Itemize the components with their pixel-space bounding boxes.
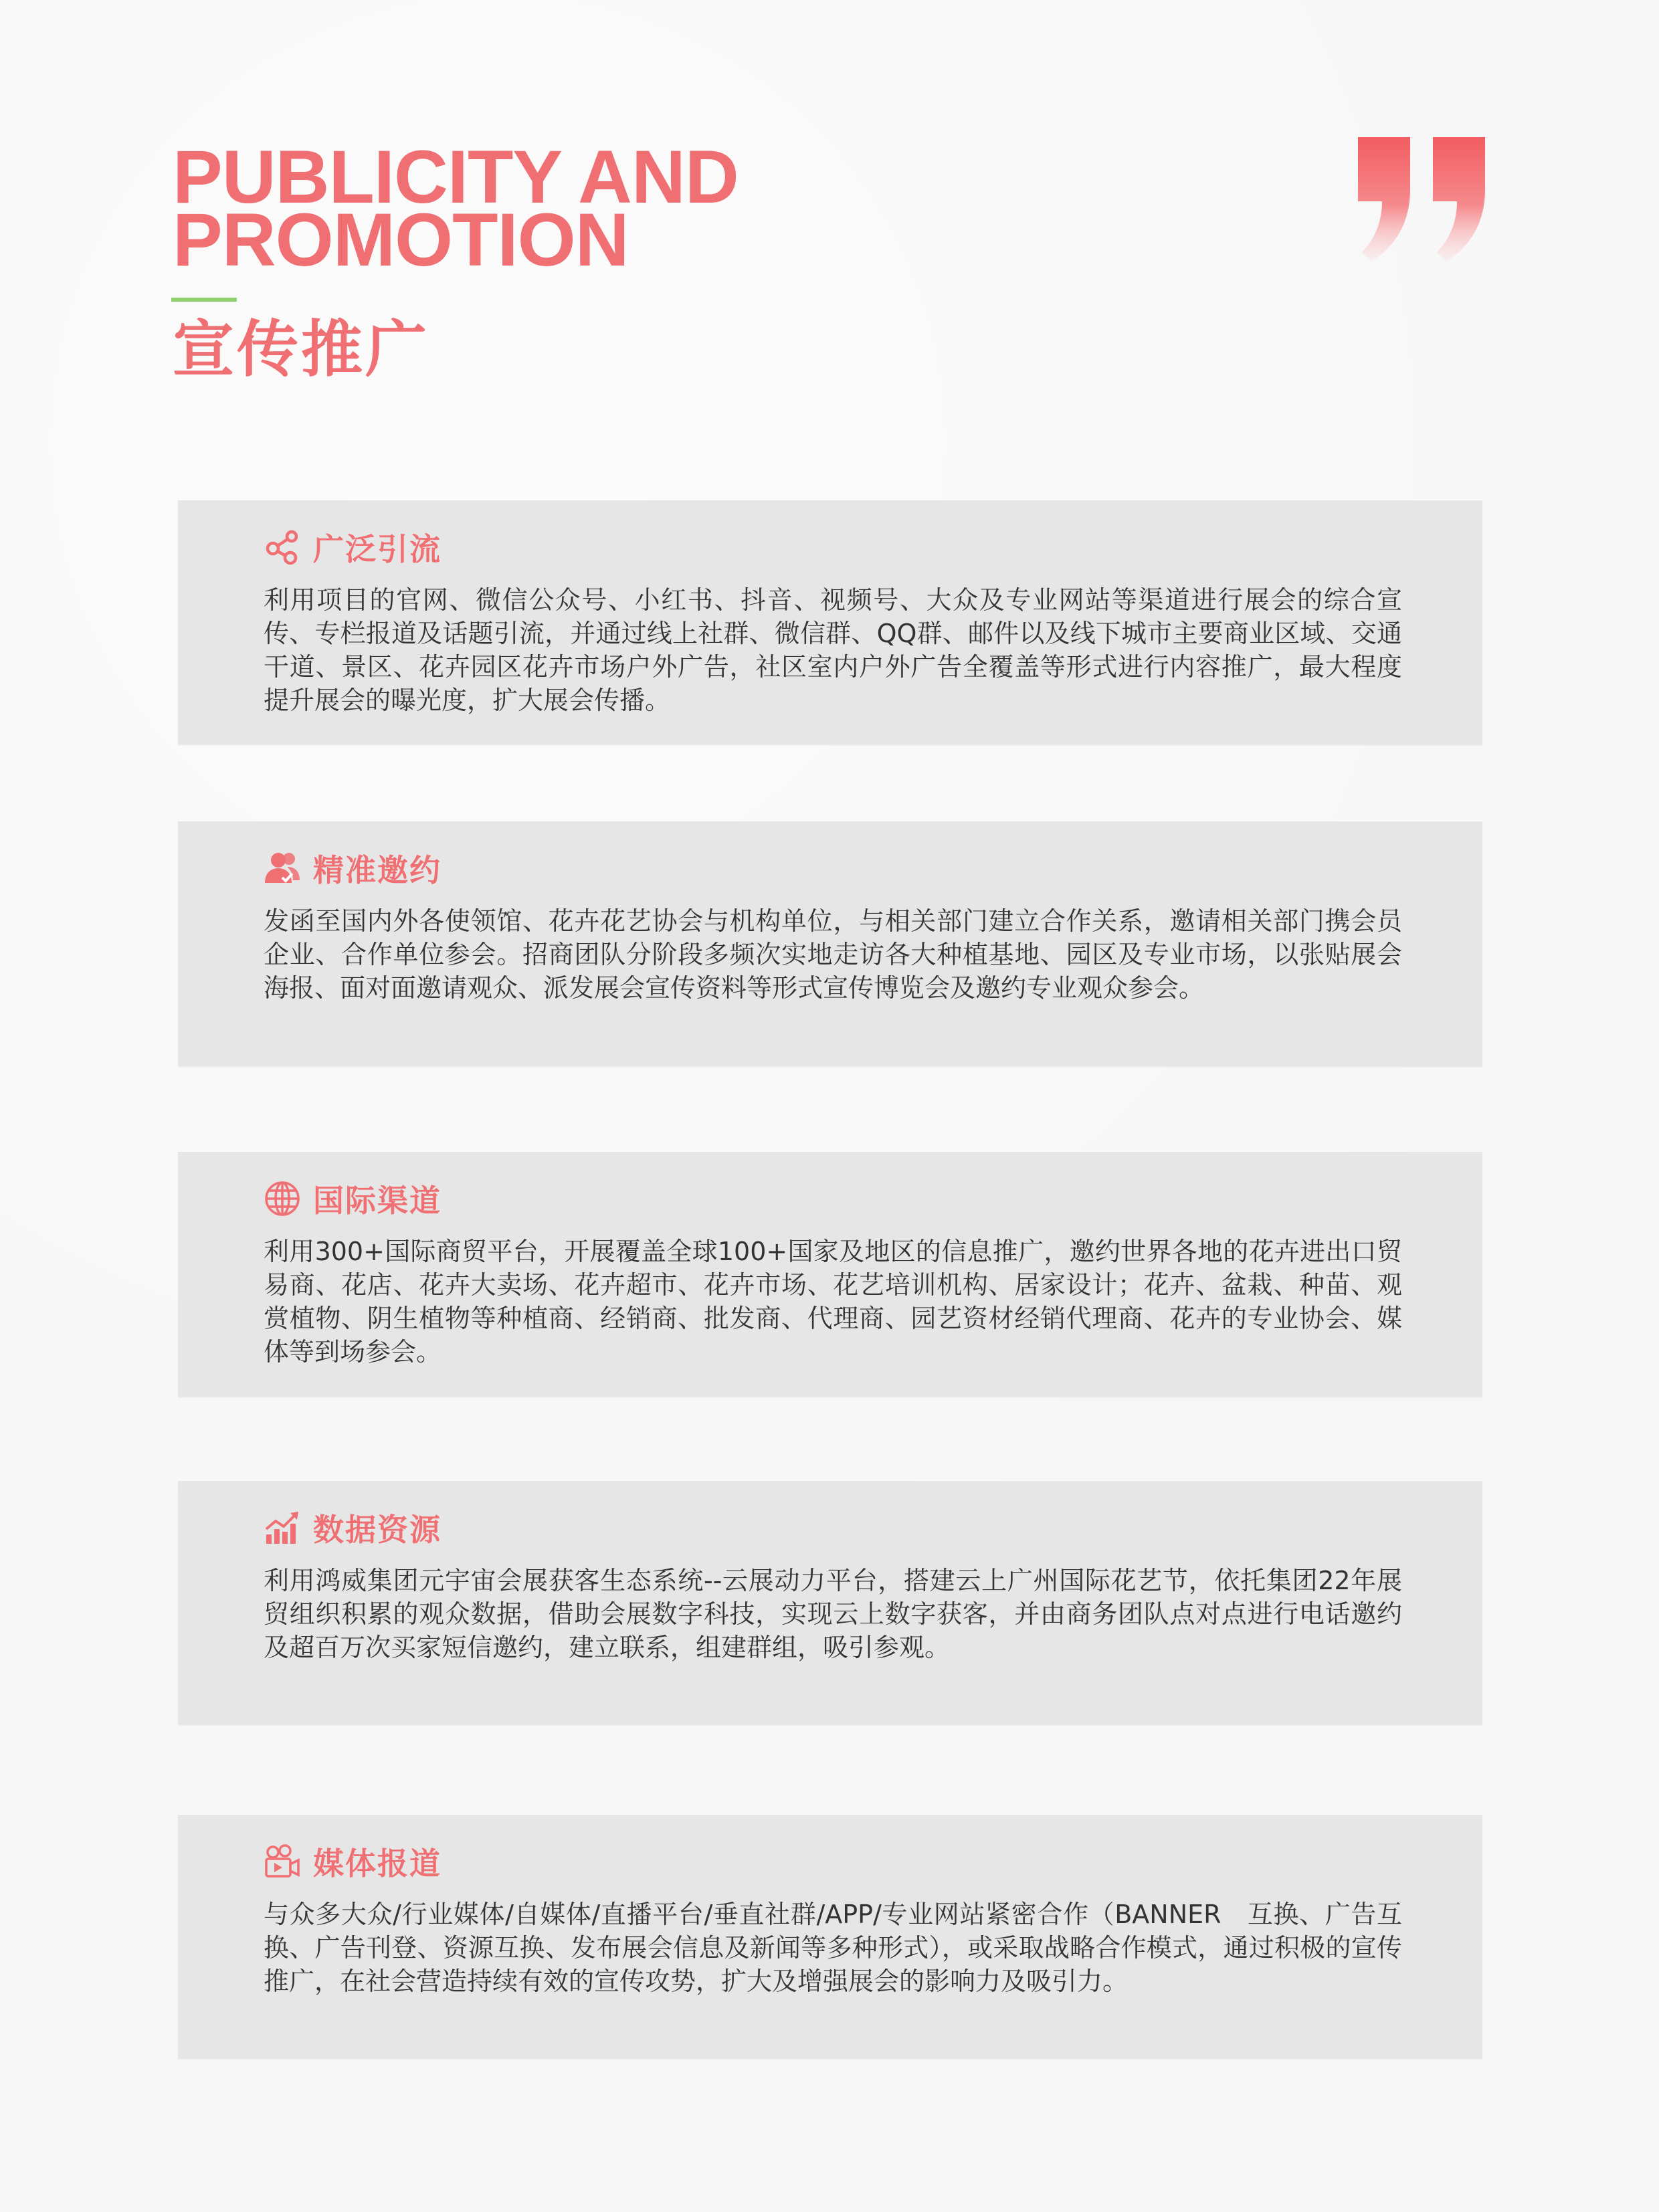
section-header	[264, 1840, 1402, 1883]
video-camera-icon	[264, 1843, 301, 1880]
section-header	[264, 526, 1402, 569]
section-card-data	[178, 1481, 1482, 1724]
section-body: 与众多大众/行业媒体/自媒体/直播平台/垂直社群/APP/专业网站紧密合作（BANNER 互换、广告互换、广告刊登、资源互换、发布展会信息及新闻等多种形式），或采取战略合作模式，通过积极的宣传推广，在社会营造持续有效的宣传攻势，扩大及增强展会的影响力及吸引力。	[264, 1900, 1402, 1996]
section-body: 利用鸿威集团元宇宙会展获客生态系统--云展动力平台，搭建云上广州国际花艺节，依托集团22年展贸组织积累的观众数据，借助会展数字科技，实现云上数字获客，并由商务团队点对点进行电话邀约及超百万次买家短信邀约，建立联系，组建群组，吸引参观。	[264, 1566, 1402, 1662]
section-title: 精准邀约	[313, 852, 442, 888]
section-card-media	[178, 1815, 1482, 2058]
section-header	[264, 1177, 1402, 1220]
section-title: 数据资源	[313, 1512, 442, 1548]
section-body: 发函至国内外各使领馆、花卉花艺协会与机构单位，与相关部门建立合作关系，邀请相关部门携会员企业、合作单位参会。招商团队分阶段多频次实地走访各大种植基地、园区及专业市场，以张贴展会海报、面对面邀请观众、派发展会宣传资料等形式宣传博览会及邀约专业观众参会。	[264, 906, 1402, 1003]
page-title-cn: 宣传推广	[173, 314, 430, 385]
share-network-icon	[264, 528, 301, 566]
section-card-invitation	[178, 821, 1482, 1066]
section-body: 利用项目的官网、微信公众号、小红书、抖音、视频号、大众及专业网站等渠道进行展会的综合宣传、专栏报道及话题引流，并通过线上社群、微信群、QQ群、邮件以及线下城市主要商业区域、交通干道、景区、花卉园区花卉市场户外广告，社区室内户外广告全覆盖等形式进行内容推广，最大程度提升展会的曝光度，扩大展会传播。	[264, 585, 1402, 715]
page-title-en-line1: PUBLICITY AND	[173, 135, 739, 219]
section-title: 广泛引流	[313, 531, 442, 567]
section-body: 利用300+国际商贸平台，开展覆盖全球100+国家及地区的信息推广，邀约世界各地的花卉进出口贸易商、花店、花卉大卖场、花卉超市、花卉市场、花艺培训机构、居家设计；花卉、盆栽、种苗、观赏植物、阴生植物等种植商、经销商、批发商、代理商、园艺资材经销代理商、花卉的专业协会、媒体等到场参会。	[264, 1237, 1402, 1367]
section-header	[264, 1506, 1402, 1549]
page-title-en	[173, 135, 1109, 282]
section-card-traffic	[178, 500, 1482, 744]
section-header	[264, 847, 1402, 890]
closing-quote-icon	[1358, 137, 1492, 264]
section-title: 国际渠道	[313, 1183, 442, 1219]
title-divider	[171, 298, 237, 302]
section-title: 媒体报道	[313, 1845, 442, 1882]
globe-icon	[264, 1180, 301, 1217]
users-group-icon	[264, 849, 301, 887]
section-card-international	[178, 1152, 1482, 1397]
page-title-en-line2: PROMOTION	[173, 198, 629, 282]
growth-chart-icon	[264, 1509, 301, 1546]
